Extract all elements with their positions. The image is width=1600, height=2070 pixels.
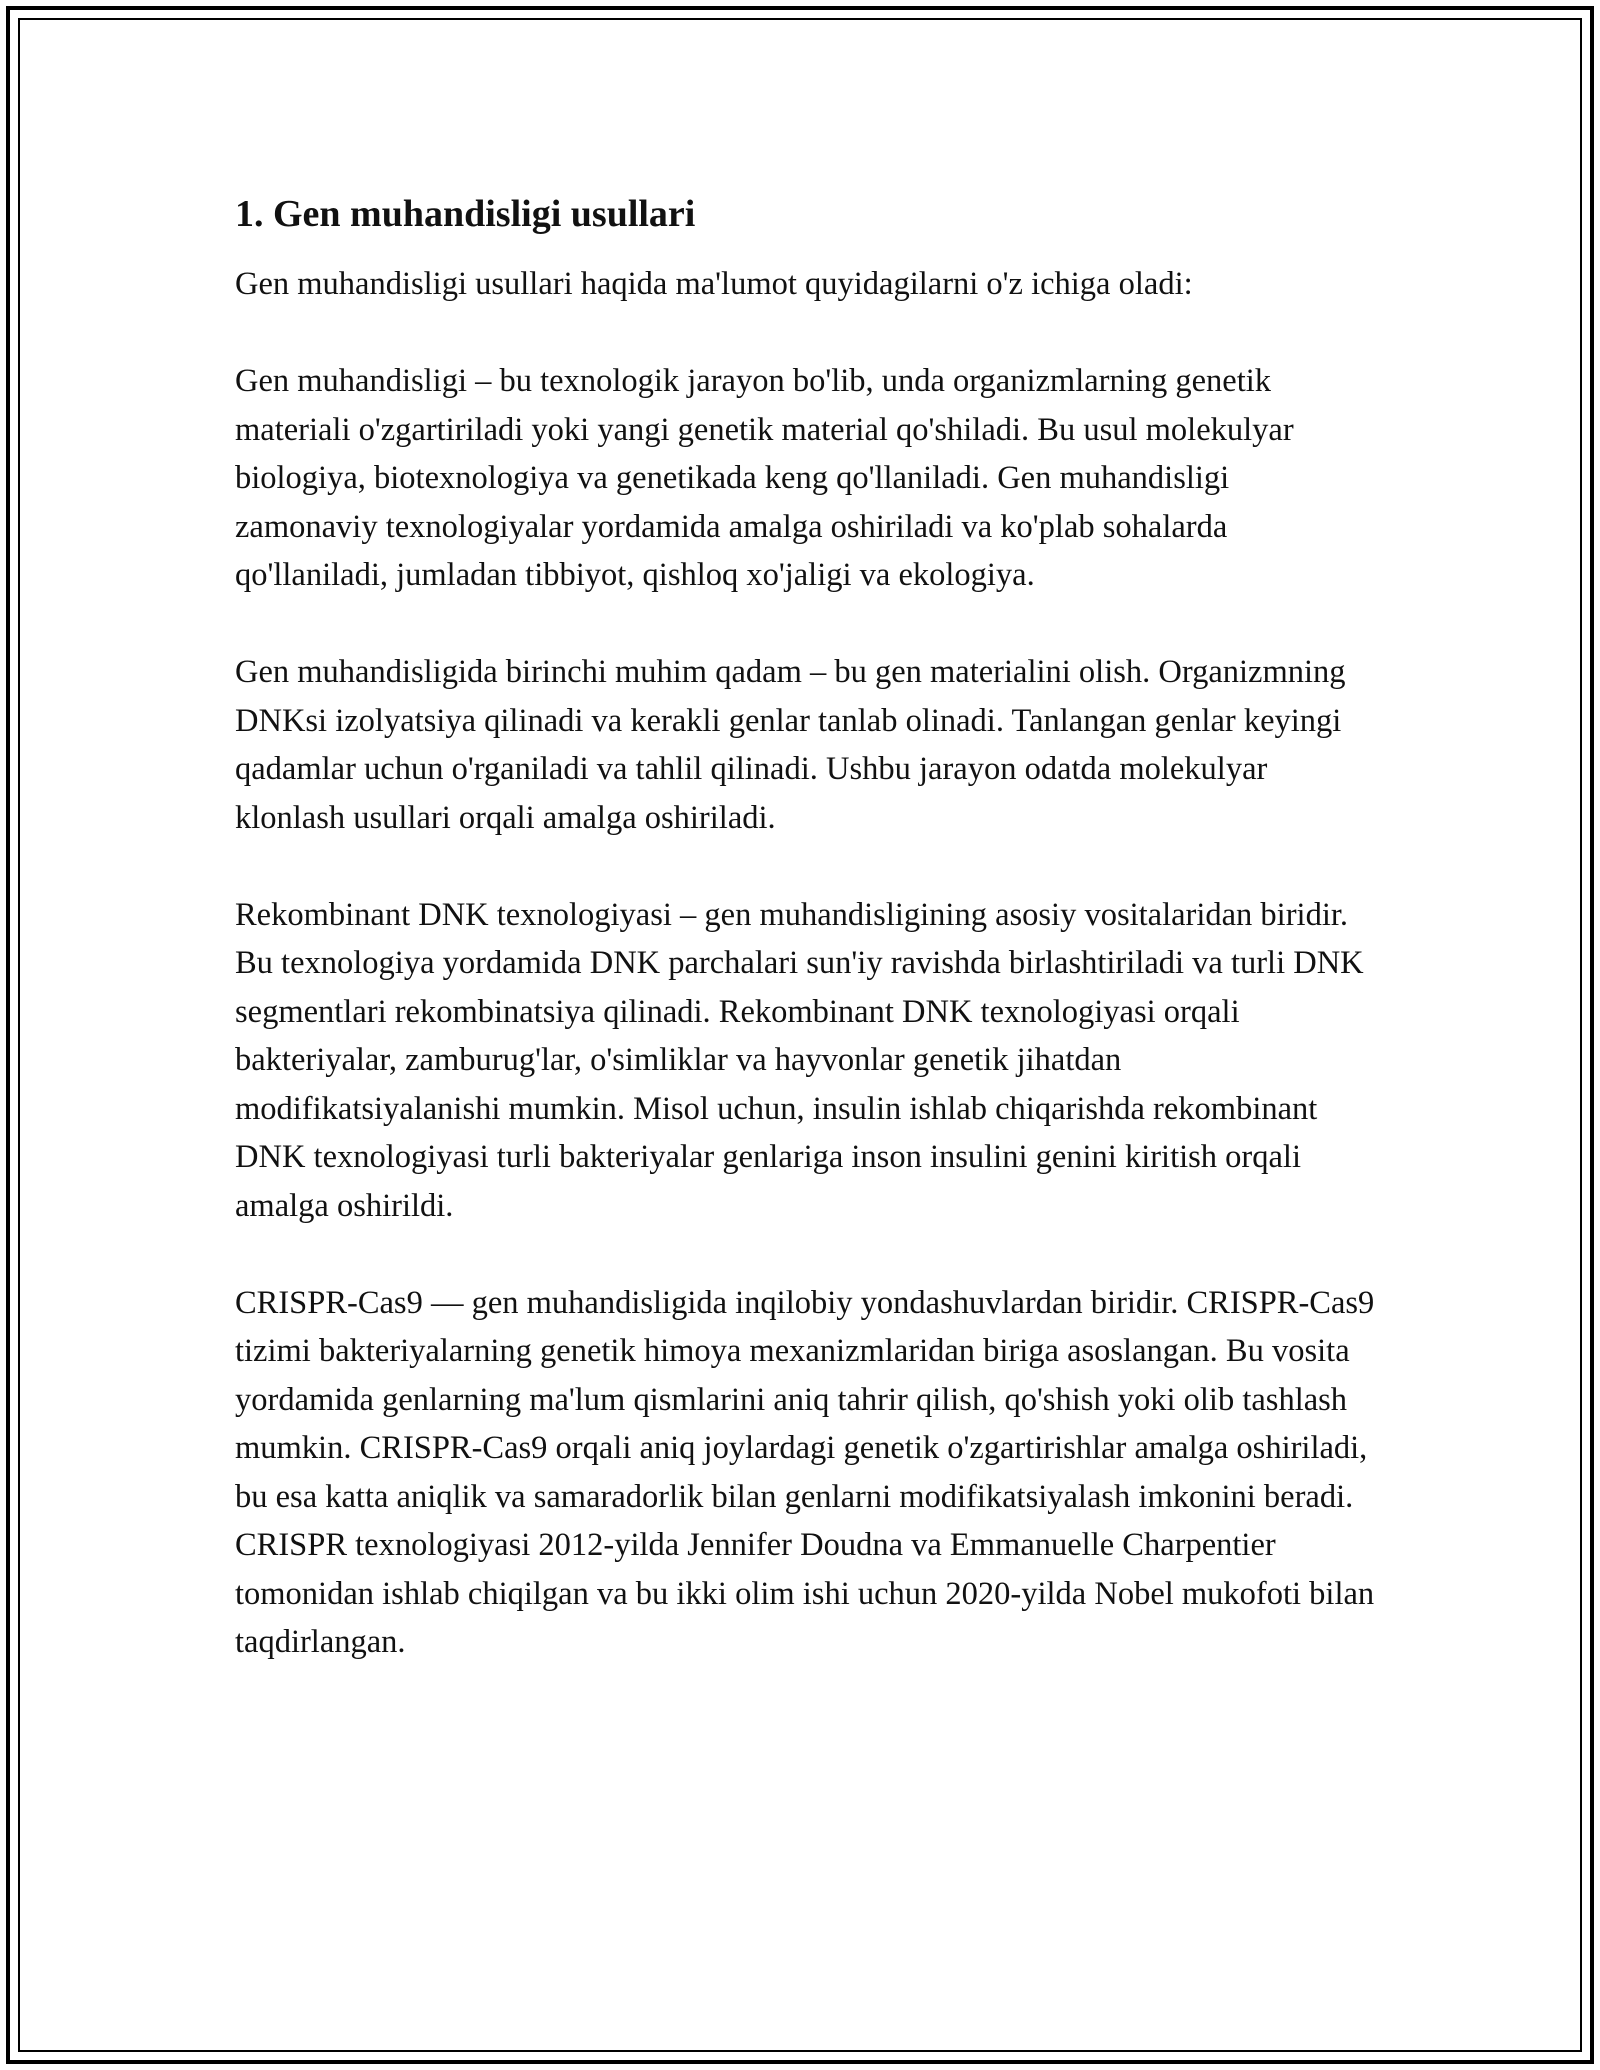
definition-paragraph: Gen muhandisligi – bu texnologik jarayon bo'lib, unda organizmlarning genetik materiali o'zgartiriladi yoki yangi genetik material qo'shiladi. Bu usul molekulyar biologiya, biotexnologiya va genetikada keng qo'llaniladi. Gen muhandisligi zamonaviy texnologiyalar yordamida amalga oshiriladi va ko'plab sohalarda qo'llaniladi, jumladan tibbiyot, qishloq xo'jaligi va ekologiya. (235, 363, 1294, 593)
recombinant-dna-paragraph: Rekombinant DNK texnologiyasi – gen muhandisligining asosiy vositalaridan biridir. Bu texnologiya yordamida DNK parchalari sun'iy ravishda birlashtiriladi va turli DNK segmentlari rekombinatsiya qilinadi. Rekombinant DNK texnologiyasi orqali bakteriyalar, zamburug'lar, o'simliklar va hayvonlar genetik jihatdan modifikatsiyalanishi mumkin. Misol uchun, insulin ishlab chiqarishda rekombinant DNK texnologiyasi turli bakteriyalar genlariga inson insulini genini kiritish orqali amalga oshirildi. (235, 896, 1364, 1224)
document-body (235, 190, 1375, 1715)
crispr-paragraph: CRISPR-Cas9 — gen muhandisligida inqilobiy yondashuvlardan biridir. CRISPR-Cas9 tizimi bakteriyalarning genetik himoya mexanizmlaridan biriga asoslangan. Bu vosita yordamida genlarning ma'lum qismlarini aniq tahrir qilish, qo'shish yoki olib tashlash mumkin. CRISPR-Cas9 orqali aniq joylardagi genetik o'zgartirishlar amalga oshiriladi, bu esa katta aniqlik va samaradorlik bilan genlarni modifikatsiyalash imkonini beradi. CRISPR texnologiyasi 2012-yilda Jennifer Doudna va Emmanuelle Charpentier tomonidan ishlab chiqilgan va bu ikki olim ishi uchun 2020-yilda Nobel mukofoti bilan taqdirlangan. (235, 1284, 1375, 1660)
first-step-paragraph: Gen muhandisligida birinchi muhim qadam – bu gen materialini olish. Organizmning DNKsi izolyatsiya qilinadi va kerakli genlar tanlab olinadi. Tanlangan genlar keyingi qadamlar uchun o'rganiladi va tahlil qilinadi. Ushbu jarayon odatda molekulyar klonlash usullari orqali amalga oshiriladi. (235, 654, 1346, 836)
section-title: 1. Gen muhandisligi usullari (235, 193, 696, 235)
intro-paragraph: Gen muhandisligi usullari haqida ma'lumot quyidagilarni o'z ichiga oladi: (235, 266, 1193, 302)
